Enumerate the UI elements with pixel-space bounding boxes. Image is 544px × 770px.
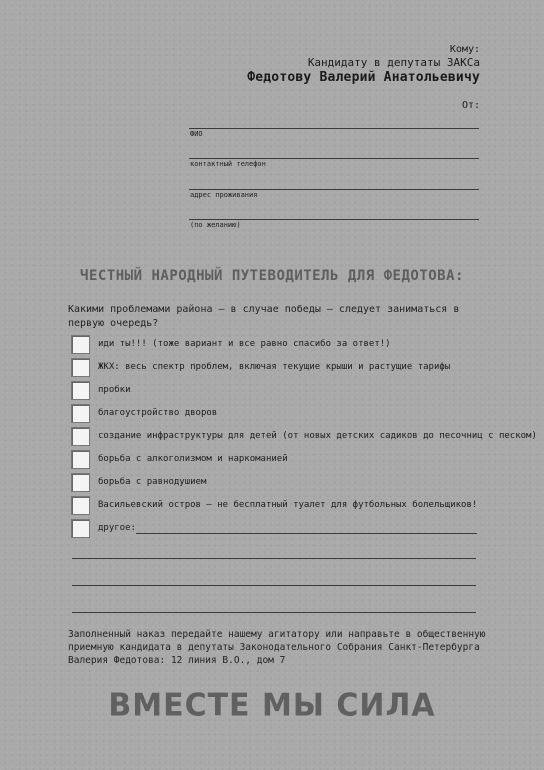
recipient-label: Кому: [449, 44, 480, 55]
option-checkbox-5[interactable] [71, 427, 90, 446]
option-checkbox-9[interactable] [71, 519, 90, 538]
optional-field-label: (по желанию) [190, 221, 241, 229]
option-checkbox-8[interactable] [71, 496, 90, 515]
recipient-title: Кандидату в депутаты ЗАКСа [307, 56, 480, 69]
option-label-5: создание инфраструктуры для детей (от новых детских садиков до песочниц с песком) [98, 431, 537, 441]
option-checkbox-7[interactable] [71, 473, 90, 492]
option-label-9: другое: [98, 523, 136, 533]
sender-label: От: [461, 100, 480, 111]
form-heading: ЧЕСТНЫЙ НАРОДНЫЙ ПУТЕВОДИТЕЛЬ ДЛЯ ФЕДОТОВА: [80, 268, 464, 284]
write-in-line-2[interactable] [72, 585, 476, 586]
write-in-line-3[interactable] [72, 612, 476, 613]
other-answer-line[interactable] [136, 533, 477, 534]
option-checkbox-2[interactable] [71, 358, 90, 377]
option-label-1: иди ты!!! (тоже вариант и все равно спасибо за ответ!) [98, 339, 391, 349]
survey-question: Какими проблемами района — в случае победы — следует заниматься в первую очередь? [68, 304, 460, 329]
option-label-6: борьба с алкоголизмом и наркоманией [98, 454, 288, 464]
option-label-8: Васильевский остров — не бесплатный туалет для футбольных болельщиков! [98, 500, 478, 510]
option-label-2: ЖКХ: весь спектр проблем, включая текущие крыши и растущие тарифы [98, 362, 451, 372]
campaign-slogan: ВМЕСТЕ МЫ СИЛА [108, 687, 436, 724]
option-label-4: благоустройство дворов [98, 408, 218, 418]
name-field-label: ФИО [190, 130, 203, 138]
submission-instructions: Заполненный наказ передайте нашему агитатору или направьте в общественную приемную кандидата в депутаты Законодательного Собрания Санкт-Петербурга Валерия Федотова: 12 линия В.О., дом 7 [68, 629, 486, 666]
write-in-line-1[interactable] [72, 558, 476, 559]
phone-field-line[interactable] [189, 157, 479, 159]
address-field-label: адрес проживания [190, 191, 258, 199]
option-checkbox-3[interactable] [71, 381, 90, 400]
option-label-7: борьба с равнодушием [98, 477, 207, 487]
phone-field-label: контактный телефон [190, 160, 266, 168]
name-field-line[interactable] [189, 127, 479, 129]
option-label-3: пробки [98, 385, 131, 395]
option-checkbox-1[interactable] [71, 335, 90, 354]
option-checkbox-6[interactable] [71, 450, 90, 469]
optional-field-line[interactable] [189, 218, 479, 220]
recipient-block [247, 44, 480, 86]
address-field-line[interactable] [189, 188, 479, 190]
recipient-name: Федотову Валерий Анатольевичу [247, 70, 480, 85]
option-checkbox-4[interactable] [71, 404, 90, 423]
